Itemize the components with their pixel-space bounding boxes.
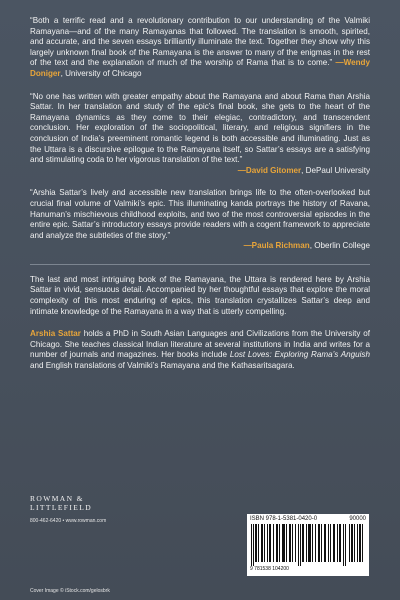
quote-affiliation: , Oberlin College (309, 241, 370, 251)
bio-text: holds a PhD in South Asian Languages and Civilizations from the University of Chicago. She teaches classical Indian literature at several institutions in India and writes for a number of journals and magazines. Her books include (30, 329, 370, 360)
bio-author-name: Arshia Sattar (30, 329, 81, 339)
quote-author: —Paula Richman (243, 241, 310, 251)
isbn-number: ISBN 978-1-5381-0420-0 (250, 516, 318, 522)
quote-attribution (30, 166, 370, 177)
quote-block (30, 188, 370, 252)
quote-block (30, 92, 370, 177)
quote-block (30, 16, 370, 80)
barcode-digits: 9 781538 104200 (250, 566, 289, 572)
isbn-barcode (247, 514, 369, 576)
publisher-logo-line2: LITTLEFIELD (30, 503, 93, 512)
quote-text: “Arshia Sattar’s lively and accessible new translation brings life to the often-overlooked but crucial final volume of Valmiki’s epic. This illuminating kanda portrays the history of Ravana, Hanuman’s mischievous childhood exploits, and two of the most controversial episodes in the entire epic. Sattar’s introductory essays provide readers with a cogent framework to appreciate and analyze the subtleties of the story.” (30, 188, 370, 240)
publisher-logo-line1: ROWMAN & (30, 494, 84, 503)
quote-affiliation: , DePaul University (301, 165, 370, 175)
price-code: 90000 (349, 516, 366, 522)
barcode-bars-icon (251, 524, 365, 566)
cover-image-credit: Cover Image © iStock.com/gelosbrk (30, 588, 110, 594)
section-divider (30, 264, 370, 265)
quote-author: —Wendy Doniger (30, 58, 370, 78)
author-bio (30, 329, 370, 371)
cover-text-column (30, 16, 370, 384)
quote-text: “No one has written with greater empathy about the Ramayana and about Rama than Arshia Sattar. In her translation and study of the epic’s final book, she gets to the heart of the Ramayana dynamics as they come to their elegiac, contradictory, and transcendent conclusion. Her exploration of the sociopolitical, literary, and religious signifiers in the conclusion of India’s preeminent romantic legend is both accessible and illuminating. Just as the Uttara is a discursive epilogue to the Ramayana itself, so Sattar’s essays are a satisfying and stimulating coda to her vigorous translation of the text.” (30, 91, 370, 165)
isbn-text (250, 516, 366, 522)
publisher-contact: 800-462-6420 • www.rowman.com (30, 518, 107, 524)
quote-text: “Both a terrific read and a revolutionary contribution to our understanding of the Valmiki Ramayana—and of the many Ramayanas that followed. The translation is smooth, spirited, and accurate, and the seven essays brilliantly illuminate the text. Together they show why this largely unknown final book of the Ramayana is the answer to many of the enigmas in the rest of the text and the explanation of much of the worship of Rama that is to come.” (30, 16, 370, 68)
quote-author: —David Gitomer (237, 165, 302, 175)
bio-book-title: Lost Loves: Exploring Rama’s Anguish (229, 350, 370, 360)
quote-attribution (30, 241, 370, 252)
book-description: The last and most intriguing book of the Ramayana, the Uttara is rendered here by Arshia Sattar in vivid, sensuous detail. Accompanied by her thoughtful essays that explore the moral complexity of this most enduring of epics, this translation crystallizes Sattar’s deep and intimate knowledge of the Ramayana in a way that is utterly compelling. (30, 274, 370, 316)
quote-affiliation: , University of Chicago (60, 68, 142, 78)
bio-text-end: and English translations of Valmiki’s Ramayana and the Kathasaritsagara. (30, 361, 295, 371)
publisher-block (30, 494, 170, 524)
publisher-logo (30, 494, 170, 512)
